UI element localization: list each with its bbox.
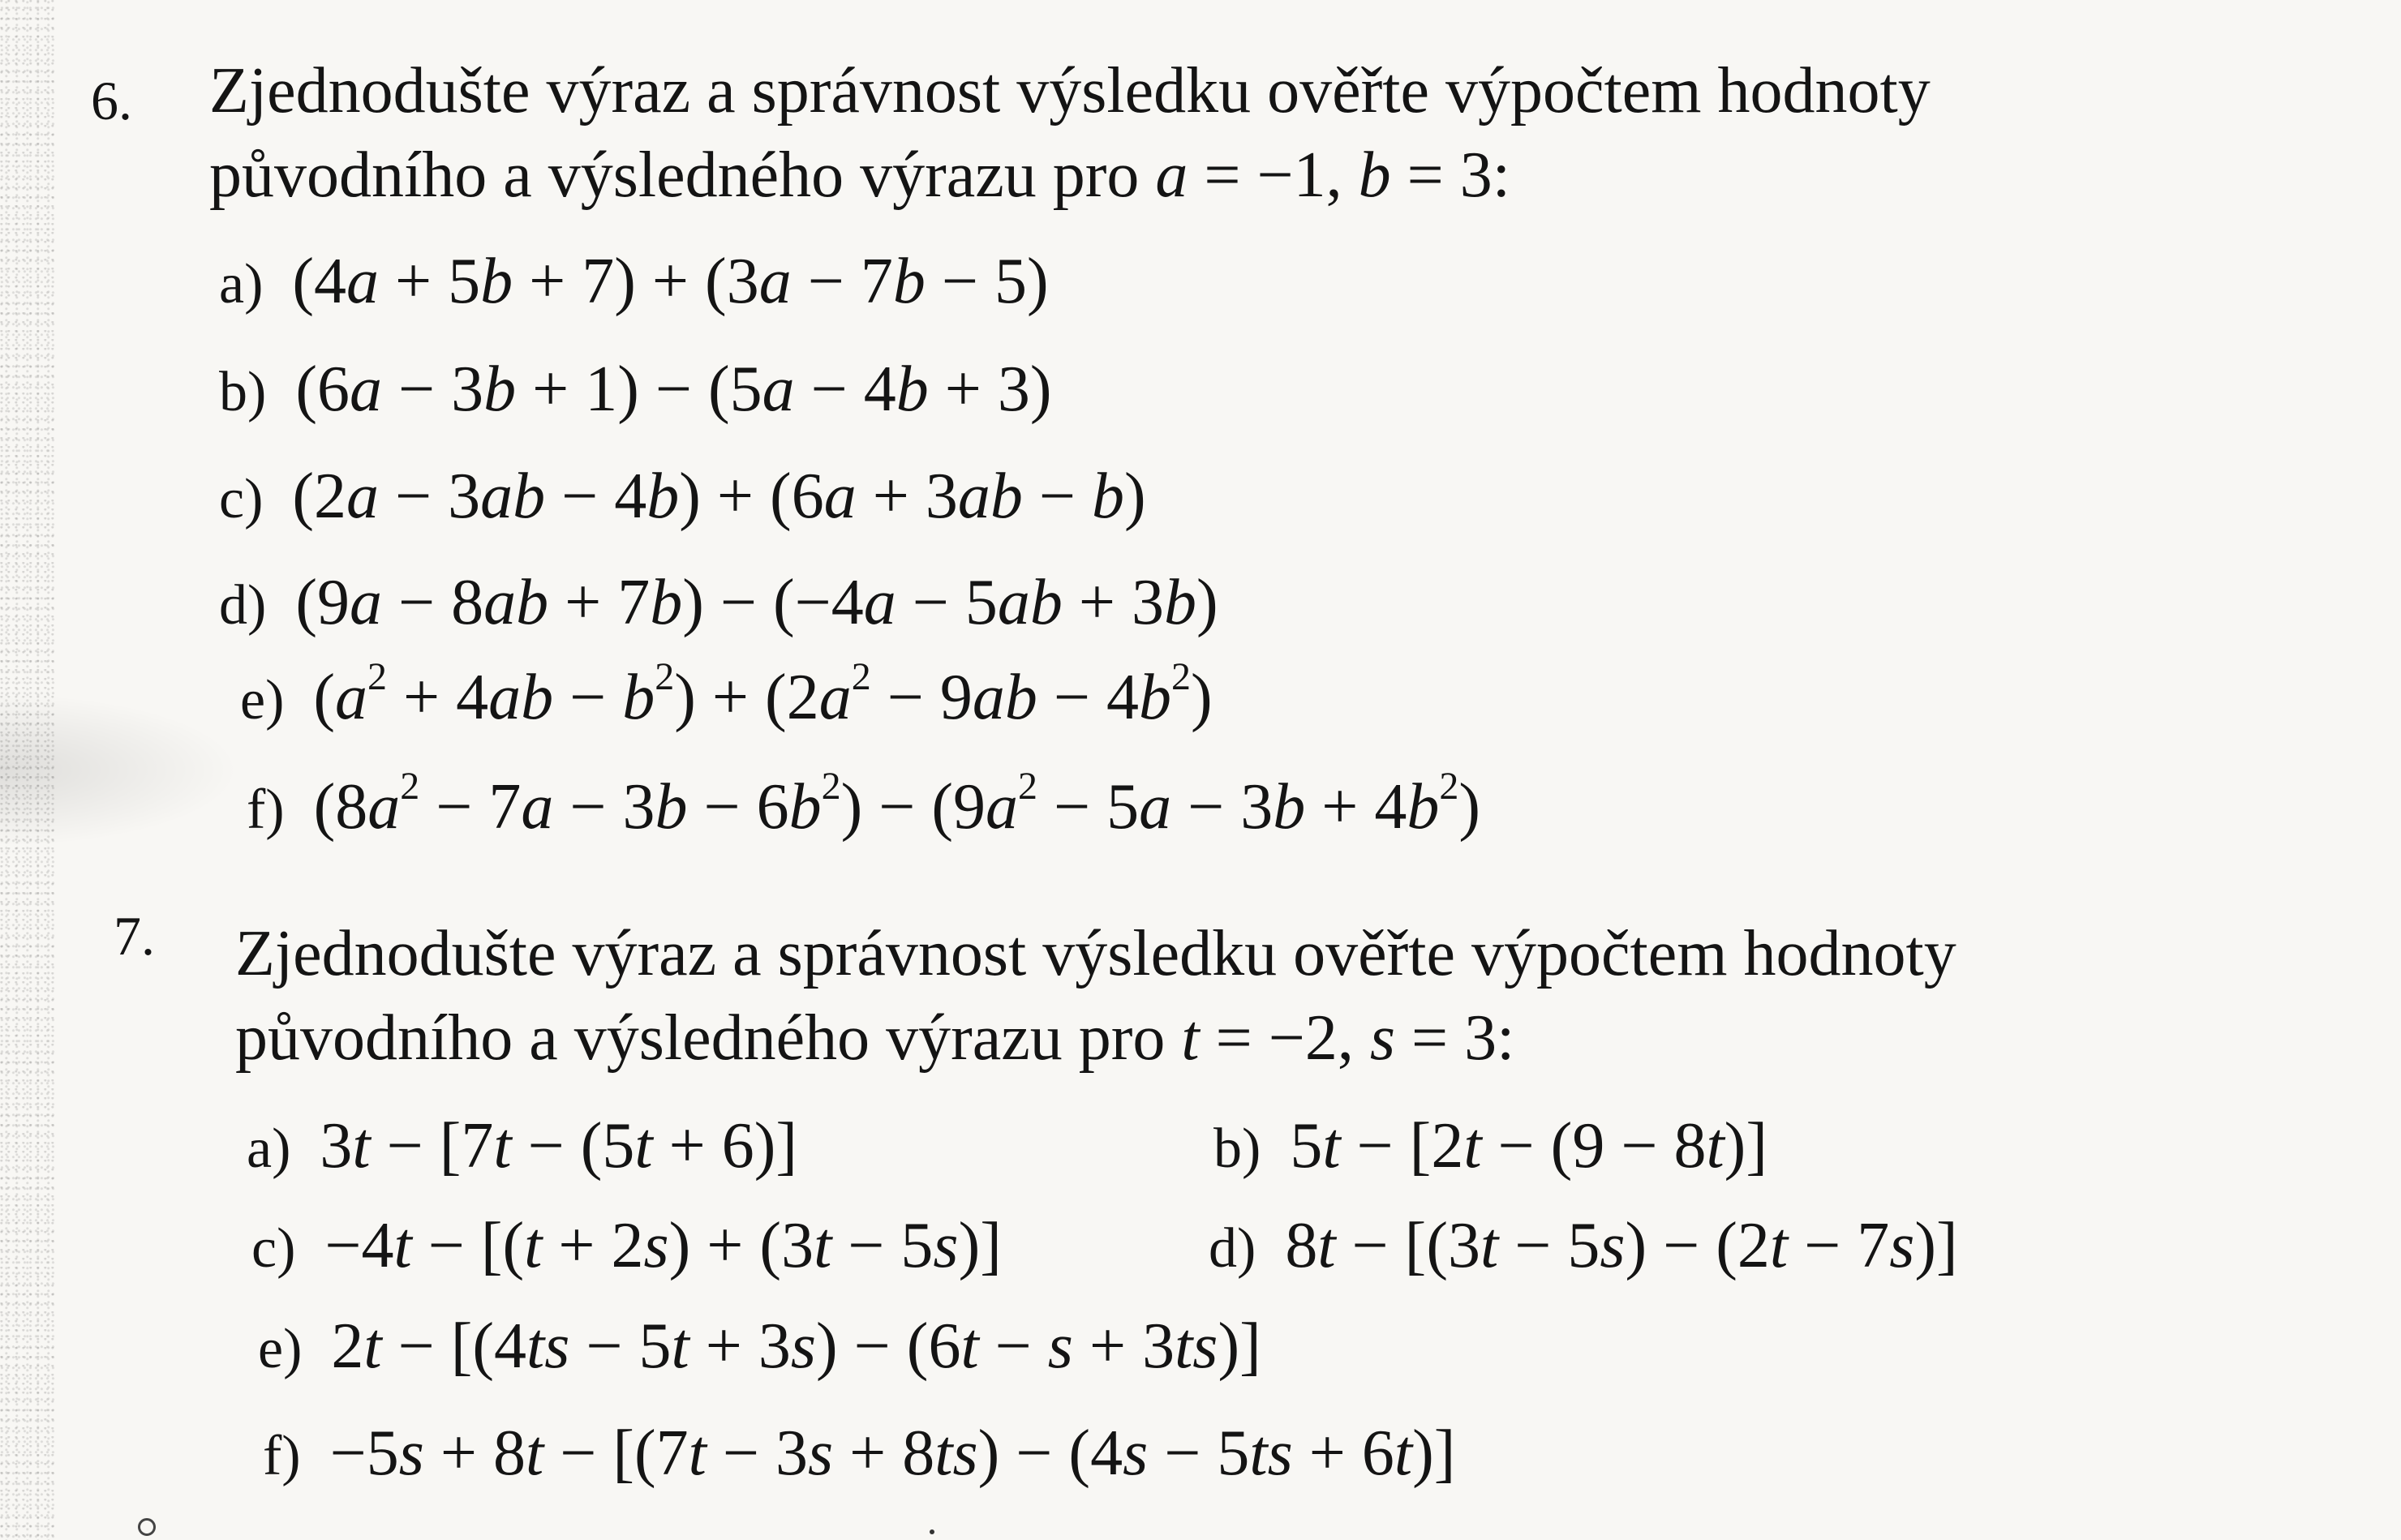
scan-artifact-dot	[930, 1529, 934, 1534]
item-expression: $(8a^2 - 7a - 3b - 6b^2) - (9a^2 - 5a - 3b + 4b^2)$	[313, 765, 1481, 843]
item-label: c)	[219, 468, 264, 530]
item-expression: (4a + 5b + 7) + (3a − 7b − 5)	[292, 246, 1049, 317]
item-expression: 3t − [7t − (5t + 6)]	[320, 1110, 798, 1182]
item-expression: (6a − 3b + 1) − (5a − 4b + 3)	[295, 354, 1052, 425]
item-expression: 8t − [(3t − 5s) − (2t − 7s)]	[1285, 1210, 1958, 1281]
item-label: d)	[219, 574, 267, 637]
item-expression: 5t − [2t − (9 − 8t)]	[1290, 1110, 1767, 1182]
item-label: a)	[219, 253, 264, 315]
problem-7-item-f	[263, 1418, 1456, 1489]
problem-7-line-2	[235, 996, 1956, 1080]
problem-6-var-b: b	[1358, 139, 1391, 211]
item-label: d)	[1209, 1217, 1256, 1280]
problem-6-instructions	[209, 49, 1931, 217]
item-expression: −4t − [(t + 2s) + (3t − 5s)]	[324, 1210, 1002, 1281]
problem-6-item-d	[219, 567, 1218, 638]
item-label: b)	[1213, 1117, 1261, 1180]
problem-7-cond-s: = 3:	[1395, 1002, 1515, 1074]
problem-7-item-b	[1213, 1110, 1767, 1182]
item-label: f)	[263, 1425, 301, 1487]
problem-6-item-e	[240, 655, 1213, 733]
problem-6-item-b	[219, 354, 1052, 425]
problem-6-item-c	[219, 461, 1146, 532]
problem-7-var-s: s	[1369, 1002, 1396, 1074]
problem-6-number: 6.	[91, 70, 132, 131]
problem-6-cond-b: = 3:	[1390, 139, 1510, 211]
problem-6-line-1: Zjednodušte výraz a správnost výsledku ověřte výpočtem hodnoty	[209, 55, 1931, 127]
problem-6-var-a: a	[1155, 139, 1188, 211]
problem-6-line-2	[209, 133, 1931, 217]
problem-7-number: 7.	[114, 905, 155, 967]
item-expression: 2t − [(4ts − 5t + 3s) − (6t − s + 3ts)]	[331, 1311, 1261, 1382]
problem-6-cond-a: = −1,	[1188, 139, 1359, 211]
item-label: a)	[247, 1117, 291, 1180]
item-label: b)	[219, 361, 267, 423]
problem-7-cond-t: = −2,	[1199, 1002, 1370, 1074]
item-label: e)	[258, 1318, 303, 1380]
problem-7-instructions	[235, 912, 1956, 1080]
problem-6-line-2-text: původního a výsledného výrazu pro	[209, 139, 1156, 211]
problem-6-item-f	[247, 765, 1481, 843]
problem-7-item-e	[258, 1311, 1261, 1382]
problem-7-line-2-text: původního a výsledného výrazu pro	[235, 1002, 1182, 1074]
problem-7-line-1: Zjednodušte výraz a správnost výsledku ověřte výpočtem hodnoty	[235, 918, 1956, 989]
item-expression: $(a^2 + 4ab - b^2) + (2a^2 - 9ab - 4b^2)$	[313, 655, 1213, 733]
problem-7-item-a	[247, 1110, 798, 1182]
item-expression: −5s + 8t − [(7t − 3s + 8ts) − (4s − 5ts + 6t)]	[329, 1418, 1456, 1489]
scan-artifact-ring	[138, 1518, 156, 1536]
item-label: c)	[251, 1217, 296, 1280]
problem-6-item-a	[219, 246, 1049, 317]
problem-7-item-d	[1209, 1210, 1958, 1281]
item-expression: (2a − 3ab − 4b) + (6a + 3ab − b)	[292, 461, 1146, 532]
item-label: e)	[240, 669, 285, 731]
scan-edge-noise	[0, 0, 57, 1540]
problem-7-var-t: t	[1181, 1002, 1200, 1074]
item-expression: (9a − 8ab + 7b) − (−4a − 5ab + 3b)	[295, 567, 1218, 638]
problem-7-item-c	[251, 1210, 1002, 1281]
item-label: f)	[247, 779, 285, 841]
